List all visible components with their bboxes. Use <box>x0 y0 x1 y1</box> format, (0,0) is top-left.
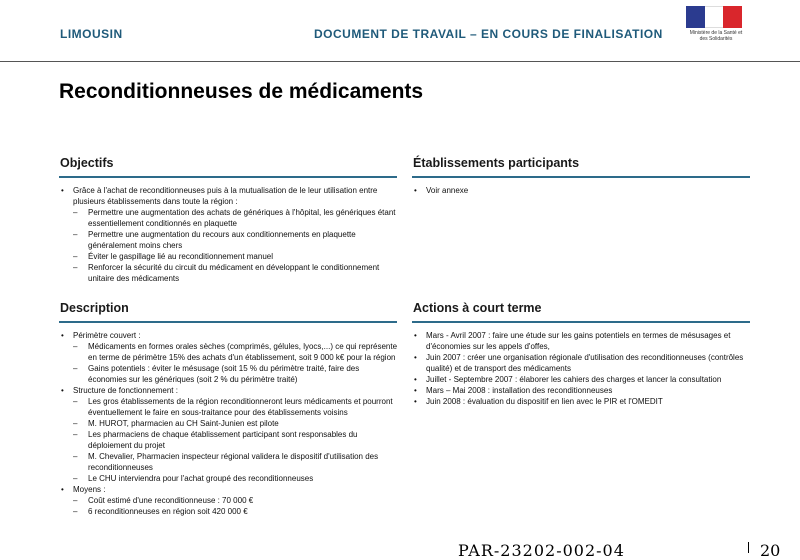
section-list <box>412 330 750 407</box>
list-item <box>412 352 750 374</box>
list-item <box>412 374 750 385</box>
list-item <box>59 484 397 495</box>
footer-divider <box>748 542 749 553</box>
region-label: LIMOUSIN <box>60 27 123 41</box>
list-item-text: Voir annexe <box>426 186 469 195</box>
list-item-text: Périmètre couvert : <box>73 331 141 340</box>
objectifs-section <box>59 156 397 284</box>
sub-list-item: – Les pharmaciens de chaque établissement participant sont responsables du déploiement du projet <box>59 429 397 451</box>
description-section <box>59 301 397 517</box>
sub-list-item: – 6 reconditionneuses en région soit 420 000 € <box>59 506 397 517</box>
list-item <box>59 330 397 341</box>
list-item-text: Juillet - Septembre 2007 : élaborer les cahiers des charges et lancer la consultation <box>426 375 722 384</box>
sub-list-item: – M. HUROT, pharmacien au CH Saint-Junien est pilote <box>59 418 397 429</box>
flag-white-band <box>705 6 724 28</box>
page-number: 20 <box>760 541 781 560</box>
sub-list-item: – Permettre une augmentation du recours aux conditionnements en plaquette généralement moins chers <box>59 229 397 251</box>
sub-list <box>59 341 397 385</box>
list-item-text: Mars – Mai 2008 : installation des reconditionneuses <box>426 386 613 395</box>
flag-blue-band <box>686 6 705 28</box>
list-item <box>412 185 750 196</box>
list-item <box>412 385 750 396</box>
sub-list-item: – Les gros établissements de la région reconditionneront leurs médicaments et pourront éventuellement le faire en sous-traitance pour des établissements voisins <box>59 396 397 418</box>
sub-list-item: – Renforcer la sécurité du circuit du médicament en développant le conditionnement unitaire des médicaments <box>59 262 397 284</box>
header-divider <box>0 61 800 62</box>
list-item <box>59 185 397 207</box>
sub-list-item: – Médicaments en formes orales sèches (comprimés, gélules, lyocs,...) ce qui représente en terme de périmètre 15% des achats d'un établissement, soit 9 000 k€ pour la région <box>59 341 397 363</box>
list-item-text: Juin 2008 : évaluation du dispositif en lien avec le PIR et l'OMEDIT <box>426 397 663 406</box>
actions-section <box>412 301 750 407</box>
flag-red-band <box>723 6 742 28</box>
ministry-logo <box>686 6 746 58</box>
section-heading: Établissements participants <box>412 156 750 178</box>
section-list <box>59 330 397 517</box>
page-title: Reconditionneuses de médicaments <box>59 80 424 103</box>
list-item-text: Juin 2007 : créer une organisation régionale d'utilisation des reconditionneuses (contrôles qualité) et de transport des médicaments <box>426 353 744 373</box>
list-item <box>412 396 750 407</box>
sub-list-item: – Coût estimé d'une reconditionneuse : 70 000 € <box>59 495 397 506</box>
list-item-text: Structure de fonctionnement : <box>73 386 178 395</box>
list-item-text: Grâce à l'achat de reconditionneuses puis à la mutualisation de le leur utilisation entre plusieurs établissements dans toute la région : <box>73 186 378 206</box>
section-heading: Description <box>59 301 397 323</box>
list-item <box>412 330 750 352</box>
ministry-text: Ministère de la Santé et des Solidarités <box>689 30 743 42</box>
sub-list-item: – Éviter le gaspillage lié au reconditionnement manuel <box>59 251 397 262</box>
section-heading: Actions à court terme <box>412 301 750 323</box>
section-list <box>412 185 750 196</box>
section-list <box>59 185 397 284</box>
sub-list <box>59 495 397 517</box>
sub-list-item: – M. Chevalier, Pharmacien inspecteur régional validera le dispositif d'utilisation des reconditionneuses <box>59 451 397 473</box>
document-status: DOCUMENT DE TRAVAIL – EN COURS DE FINALISATION <box>314 27 663 41</box>
list-item-text: Moyens : <box>73 485 106 494</box>
sub-list <box>59 207 397 284</box>
list-item <box>59 385 397 396</box>
document-code: PAR-23202-002-04 <box>458 541 625 560</box>
section-heading: Objectifs <box>59 156 397 178</box>
sub-list-item: – Gains potentiels : éviter le mésusage (soit 15 % du périmètre traité, faire des économies sur les génériques (soit 2 % du périmètre traité) <box>59 363 397 385</box>
sub-list-item: – Permettre une augmentation des achats de génériques à l'hôpital, les génériques étant essentiellement conditionnés en plaquette <box>59 207 397 229</box>
list-item-text: Mars - Avril 2007 : faire une étude sur les gains potentiels en termes de mésusages et d'économies sur les appels d'offes, <box>426 331 731 351</box>
etablissements-section <box>412 156 750 196</box>
french-flag-icon <box>686 6 742 28</box>
sub-list <box>59 396 397 484</box>
sub-list-item: – Le CHU interviendra pour l'achat groupé des reconditionneuses <box>59 473 397 484</box>
